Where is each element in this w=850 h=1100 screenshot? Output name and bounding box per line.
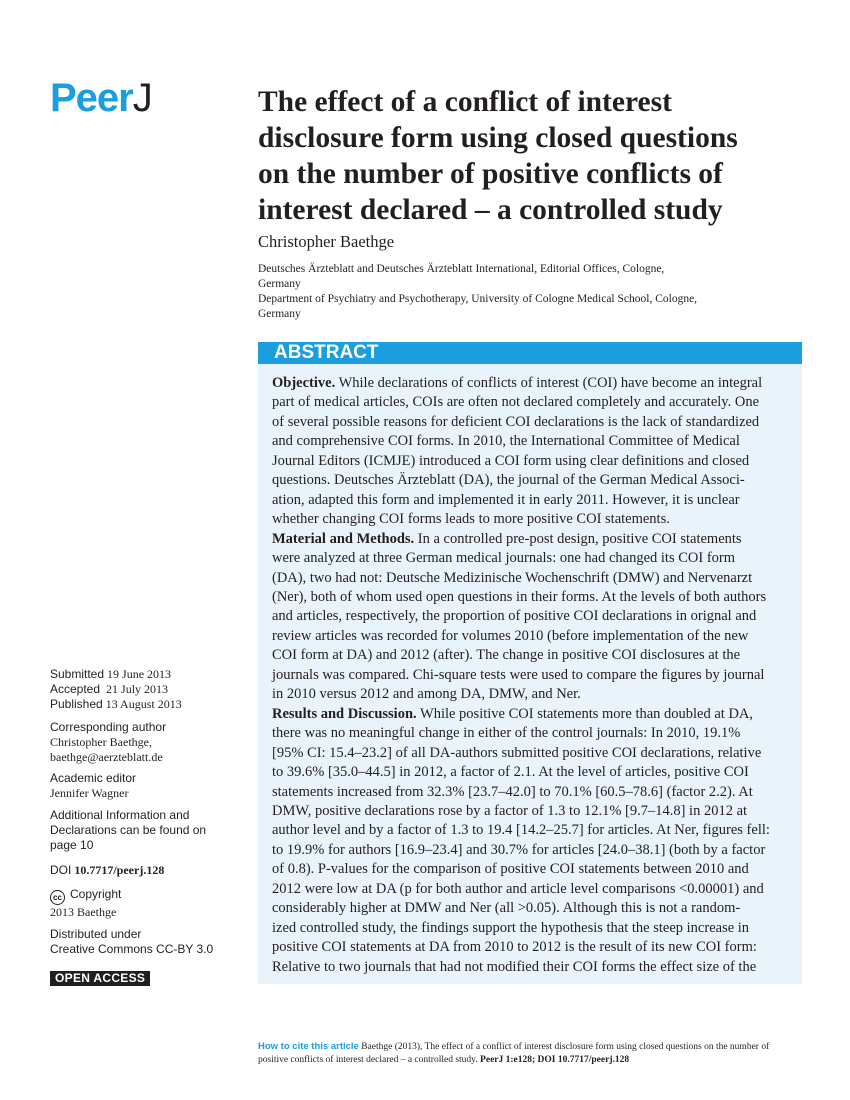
dates-block (50, 667, 250, 712)
abstract-line: ized controlled study, the findings support the hypothesis that the steep increase in (272, 919, 750, 936)
abstract-line: there was no meaningful change in either of the control journals: In 2010, 19.1% (272, 725, 741, 742)
academic-editor-block: Academic editor Jennifer Wagner (50, 771, 137, 800)
abstract-line: journals was compared. Chi-square tests were used to compare the figures by journal (272, 666, 765, 683)
abstract-line: considerably higher at DMW and Ner (all >0.05). Although this is not a random- (272, 900, 741, 917)
abstract-line: (Ner), both of whom used open questions in their forms. At the levels of both authors (272, 588, 767, 605)
abstract-line: COI form at DA) and 2012 (after). The change in positive COI disclosures at the (272, 647, 741, 664)
abstract-line: and articles, respectively, the proportion of positive COI declarations in orignal and (272, 608, 757, 625)
abstract-line: review articles was recorded for volumes 2010 (before implementation of the new (272, 627, 749, 644)
doi-block: DOI 10.7717/peerj.128 (50, 863, 165, 877)
title-line: disclosure form using closed questions (258, 122, 738, 154)
author-name: Christopher Baethge (258, 232, 395, 251)
additional-info-block: Additional Information and Declarations can be found on page 10 (50, 808, 207, 852)
corresponding-email[interactable]: baethge@aerzteblatt.de (50, 750, 163, 764)
abstract-text (272, 374, 792, 977)
abstract-line: ation, adapted this form and implemented it in early 2011. However, it is unclear (272, 491, 740, 508)
abstract-line: Journal Editors (ICMJE) introduced a COI form using clear definitions and closed (272, 452, 750, 469)
abstract-header-bar (258, 342, 802, 364)
abstract-line: to 39.6% [35.0–44.5] in 2012, a factor of 2.1. At the level of articles, positive COI (272, 764, 749, 781)
abstract-section-label: Objective. (272, 375, 336, 391)
title-line: The effect of a conflict of interest (258, 86, 672, 118)
abstract-line: of 0.8). P-values for the comparison of positive COI statements between 2010 and (272, 861, 749, 878)
affiliation-line: Department of Psychiatry and Psychotherapy, University of Cologne Medical School, Cologne, (258, 293, 698, 305)
abstract-line: Objective. While declarations of conflicts of interest (COI) have become an integral (272, 375, 763, 391)
abstract-line: whether changing COI forms leads to more positive COI statements. (272, 511, 670, 528)
abstract-line: DMW, positive declarations rose by a factor of 1.3 to 12.1% [9.7–14.8] in 2012 at (272, 802, 748, 819)
logo-j-text: J (132, 76, 152, 120)
abstract-line: statements increased from 32.3% [23.7–42.0] to 70.1% [60.5–78.6] (factor 2.2). At (272, 783, 753, 800)
citation-footer: How to cite this article Baethge (2013), The effect of a conflict of interest disclosure form using closed questions on the number of positive conflicts of interest declared – a controlled study. PeerJ 1:e128; DOI 10.7717/peerj.128 (258, 1041, 770, 1065)
license-block: Distributed under Creative Commons CC-BY 3.0 (50, 927, 250, 957)
abstract-line: in 2010 versus 2012 and among DA, DMW, and Ner. (272, 686, 581, 703)
copyright-block: cc Copyright 2013 Baethge (50, 887, 122, 919)
affiliation-line: Deutsches Ärzteblatt and Deutsches Ärzteblatt International, Editorial Offices, Cologne, (258, 263, 665, 275)
doi-link[interactable]: 10.7717/peerj.128 (74, 863, 165, 877)
creative-commons-icon: cc (50, 890, 65, 905)
title-line: on the number of positive conflicts of (258, 158, 723, 190)
citation-doi[interactable]: PeerJ 1:e128; DOI 10.7717/peerj.128 (480, 1055, 630, 1065)
published-row: Published 13 August 2013 (50, 697, 182, 711)
abstract-line: Relative to two journals that had not modified their COI forms the effect size of the (272, 958, 757, 975)
affiliation-line: Germany (258, 308, 301, 320)
abstract-heading: ABSTRACT (274, 342, 379, 363)
accepted-row: Accepted 21 July 2013 (50, 682, 169, 696)
logo-peer-text: Peer (50, 76, 133, 120)
abstract-line: positive COI statements at DA from 2010 to 2012 is the result of its new COI form: (272, 939, 757, 956)
article-title (258, 84, 778, 228)
abstract-line: author level and by a factor of 1.3 to 19.4 [14.2–25.7] for articles. At Ner, figures fell: (272, 822, 770, 839)
abstract-line: and comprehensive COI forms. In 2010, the International Committee of Medical (272, 433, 740, 450)
abstract-section-label: Results and Discussion. (272, 705, 417, 722)
title-line: interest declared – a controlled study (258, 194, 723, 226)
abstract-line: to 19.9% for authors [16.9–23.4] and 30.7% for articles [24.0–38.1] (both by a factor (272, 841, 766, 858)
abstract-line: were analyzed at three German medical journals: one had changed its COI form (272, 550, 736, 567)
abstract-line: [95% CI: 15.4–23.2] of all DA-authors submitted positive COI declarations, relative (272, 744, 762, 761)
open-access-badge: OPEN ACCESS (50, 971, 150, 986)
abstract-section-label: Material and Methods. (272, 530, 415, 547)
license-link[interactable]: Creative Commons CC-BY 3.0 (50, 942, 214, 956)
abstract-line: part of medical articles, COIs are often not declared completely and accurately. One (272, 394, 760, 411)
submitted-row: Submitted 19 June 2013 (50, 667, 172, 681)
how-to-cite-label: How to cite this article (258, 1041, 359, 1052)
abstract-line: Material and Methods. In a controlled pre-post design, positive COI statements (272, 530, 742, 547)
affiliation-line: Germany (258, 278, 301, 290)
peerj-logo (50, 78, 152, 118)
abstract-line: questions. Deutsches Ärzteblatt (DA), the journal of the German Medical Associ- (272, 472, 745, 489)
abstract-line: Results and Discussion. While positive COI statements more than doubled at DA, (272, 705, 754, 722)
abstract-line: of several possible reasons for deficient COI declarations is the lack of standardized (272, 413, 760, 430)
affiliations (258, 262, 798, 322)
abstract-line: (DA), two had not: Deutsche Medizinische Wochenschrift (DMW) and Nervenarzt (272, 569, 753, 586)
abstract-line: 2012 were low at DA (p for both author and article level comparisons <0.00001) and (272, 880, 764, 897)
corresponding-author-block: Corresponding author Christopher Baethge, baethge@aerzteblatt.de (50, 720, 250, 765)
